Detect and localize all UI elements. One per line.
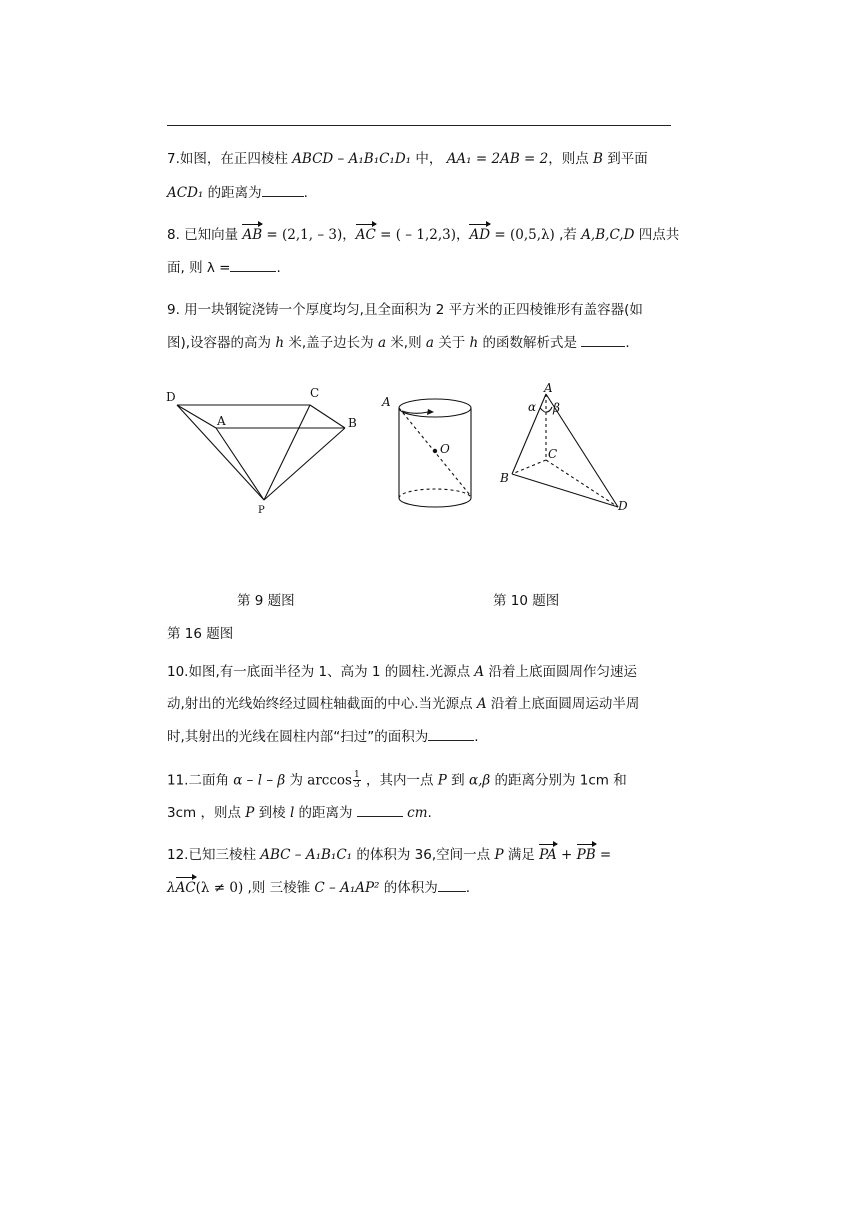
q9-period: . (625, 335, 630, 351)
q8-period: . (276, 260, 281, 276)
q9-text-d: 关于 (433, 335, 470, 351)
tetra-edge-bd (512, 474, 618, 507)
q8-ab-value: = (2,1, – 3) (262, 227, 343, 243)
pyramid-edge-ad (177, 405, 216, 428)
q11-point-p: P (437, 772, 447, 789)
q9-line1: 9. 用一块钢锭浇铸一个厚度均匀,且全面积为 2 平方米的正四棱锥形有盖容器(如 (167, 302, 643, 318)
q10-line2 (167, 696, 639, 712)
q10-text-c: 动,射出的光线始终经过圆柱轴截面的中心.当光源点 (167, 696, 477, 712)
q11-unit: cm (402, 805, 428, 821)
q7-plane: ACD₁ (167, 185, 204, 201)
q11-line1 (167, 770, 627, 790)
q8-vector-ab: AB (242, 227, 263, 243)
tetra-label-c: C (548, 447, 558, 461)
q12-text-mid: 的体积为 36,空间一点 (352, 847, 495, 863)
q12-condition: (λ ≠ 0) (195, 880, 244, 896)
q9-var-a: a (377, 335, 386, 351)
q10-point-a: A (474, 664, 485, 680)
pyramid-figure (160, 380, 370, 520)
q12-text-mid2: 满足 (503, 847, 540, 863)
q8-vector-ad: AD (469, 227, 491, 243)
q11-period: . (427, 805, 432, 821)
q11-dihedral-angle: α – l – β (233, 772, 286, 789)
q12-plus: + (556, 847, 577, 863)
q7-answer-blank[interactable] (262, 184, 304, 197)
q11-text-post2: 到 (446, 772, 469, 789)
header-rule (167, 125, 671, 126)
q9-var-h-2: h (469, 335, 479, 351)
q10-period: . (474, 729, 479, 745)
tetra-label-d: D (618, 499, 628, 513)
tetrahedron-figure (495, 380, 635, 515)
q10-line1 (167, 664, 637, 680)
q8-line1 (167, 227, 679, 243)
pyramid-edge-ap (216, 428, 264, 500)
q12-answer-blank[interactable] (438, 879, 466, 892)
tetra-label-b: B (500, 471, 509, 485)
q9-text-a: 图),设容器的高为 (167, 335, 276, 351)
q7-line2 (167, 184, 308, 200)
q12-text-b: ,则 三棱锥 (243, 880, 315, 896)
pyramid-edge-cb (310, 405, 345, 428)
q11-text: 11.二面角 (167, 772, 234, 789)
tetra-label-alpha: α (528, 400, 537, 414)
cylinder-figure (376, 385, 486, 515)
cylinder-center-dot (433, 449, 437, 453)
q8-ac-value: = ( – 1,2,3) (375, 227, 456, 243)
q7-line1 (167, 151, 648, 167)
tetra-label-a: A (544, 381, 553, 395)
q11-planes: α,β (468, 772, 491, 789)
caption-fig16: 第 16 题图 (167, 626, 234, 642)
q9-line2 (167, 334, 630, 350)
caption-fig9: 第 9 题图 (237, 593, 295, 609)
q10-text-a: 10.如图,有一底面半径为 1、高为 1 的圆柱.光源点 (167, 664, 475, 680)
cylinder-label-o: O (440, 442, 450, 456)
q12-line1 (167, 847, 611, 863)
pyramid-label-p: P (258, 505, 265, 516)
q7-point: B (593, 151, 603, 167)
pyramid-label-c: C (310, 386, 320, 400)
q7-text-post: ，则点 (548, 151, 589, 167)
q7-text: 7.如图，在正四棱柱 (167, 151, 288, 167)
q8-text-post: ,若 (554, 227, 582, 243)
q8-points: A,B,C,D (581, 227, 635, 243)
q8-text: 8. 已知向量 (167, 227, 239, 243)
q11-edge-l: l (289, 805, 295, 821)
q11-arccos: arccos (307, 772, 352, 789)
q7-text2: 的距离为 (203, 185, 262, 201)
q9-text-c: 米,则 (386, 335, 426, 351)
tetra-label-beta: β (553, 401, 560, 415)
q12-vector-pa: PA (539, 847, 557, 863)
q10-text-e: 时,其射出的光线在圆柱内部“扫过”的面积为 (167, 729, 429, 745)
q7-period: . (303, 185, 308, 201)
q11-answer-blank[interactable] (357, 804, 403, 817)
q8-text2: 面, 则 λ = (167, 260, 231, 276)
q11-point-p-2: P (245, 805, 255, 821)
q11-text-post: ，其内一点 (361, 772, 438, 789)
tetra-angle-alpha-arc (540, 408, 546, 412)
q11-text-d: 的距离为 (294, 805, 357, 821)
q10-line3 (167, 728, 479, 744)
tetra-angle-beta-arc (546, 407, 552, 412)
cylinder-top-ellipse (399, 399, 471, 417)
q12-prism: ABC – A₁B₁C₁ (260, 847, 353, 863)
pyramid-label-b: B (348, 416, 357, 430)
cylinder-label-a: A (382, 395, 391, 409)
pyramid-label-d: D (166, 390, 176, 404)
q12-text: 12.已知三棱柱 (167, 847, 261, 863)
q12-period: . (465, 880, 471, 896)
q12-vector-pb: PB (576, 847, 596, 863)
q12-vector-ac: AC (175, 880, 196, 896)
q10-text-b: 沿着上底面圆周作匀速运 (484, 664, 637, 680)
q11-text-mid: 为 (285, 772, 308, 789)
q12-lambda: λ (167, 880, 176, 896)
q8-answer-blank[interactable] (230, 259, 276, 272)
q10-point-a-2: A (476, 696, 487, 712)
q12-pyramid: C – A₁AP² (314, 880, 380, 896)
cylinder-bottom-front (399, 498, 471, 507)
q9-var-h: h (275, 335, 285, 351)
q10-answer-blank[interactable] (428, 728, 474, 741)
q8-vector-ac: AC (355, 227, 376, 243)
pyramid-label-a: A (217, 414, 226, 428)
q9-var-a-2: a (425, 335, 434, 351)
q7-text-end: 到平面 (607, 151, 648, 167)
q11-fraction-den: 3 (353, 780, 360, 790)
q11-text-b: 3cm ，则点 (167, 805, 246, 821)
q12-line2 (167, 879, 470, 895)
q11-line2 (167, 804, 432, 820)
q8-sep2: ， (455, 227, 470, 243)
q11-fraction (353, 771, 361, 790)
q7-prism: ABCD (292, 151, 334, 167)
q8-sep1: ， (342, 227, 356, 243)
q7-prism-top: A₁B₁C₁D₁ (348, 151, 412, 167)
q7-prism-sep: – (333, 151, 349, 167)
tetra-edge-cd (546, 460, 618, 507)
cylinder-bottom-back (399, 489, 471, 498)
pyramid-edge-cp (264, 405, 310, 500)
q12-equals: = (595, 847, 612, 863)
q8-text-post2: 四点共 (634, 227, 680, 243)
cylinder-motion-arrow-icon (427, 409, 434, 415)
q12-text-c: 的体积为 (379, 880, 438, 896)
q8-ad-value: = (0,5,λ) (490, 227, 555, 243)
q11-text-c: 到棱 (254, 805, 290, 821)
q7-text-mid: 中， (411, 151, 443, 167)
q9-answer-blank[interactable] (581, 334, 625, 347)
q12-point-p: P (494, 847, 504, 863)
q8-line2 (167, 259, 281, 275)
q7-condition: AA₁ = 2AB = 2 (446, 151, 549, 167)
q9-text-e: 的函数解析式是 (478, 335, 582, 351)
q11-text-post3: 的距离分别为 1cm 和 (490, 772, 627, 789)
q11-fraction-num: 1 (353, 770, 360, 780)
q10-text-d: 沿着上底面圆周运动半周 (486, 696, 640, 712)
q9-text-b: 米,盖子边长为 (284, 335, 378, 351)
pyramid-edge-bp (264, 428, 345, 500)
caption-fig10: 第 10 题图 (493, 593, 560, 609)
